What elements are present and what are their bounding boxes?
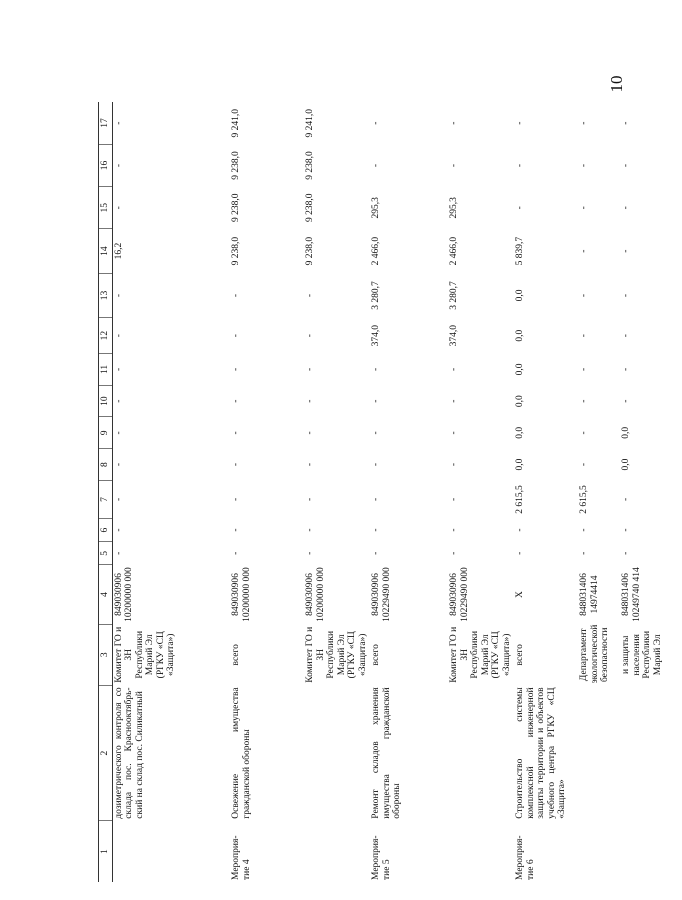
budget-code-cell: 849030906 10229490 000	[449, 567, 470, 622]
value-cell: 0,0	[515, 363, 525, 376]
value-cell: -	[621, 551, 631, 555]
row-label-cell: Мероприя-тие 5	[371, 835, 392, 880]
value-cell: -	[579, 528, 589, 532]
rotated-table-page	[98, 102, 663, 882]
col-num: 15	[99, 187, 113, 229]
value-cell: -	[305, 528, 315, 532]
value-cell: -	[449, 163, 459, 168]
value-cell: -	[305, 293, 315, 298]
value-cell: -	[113, 431, 124, 435]
value-cell: -	[449, 497, 459, 502]
value-cell: -	[231, 293, 241, 298]
col-num: 1	[99, 821, 113, 882]
responsible-cell: Комитет ГО и ЗН Республики Марий Эл (РГКУ «СЦ «Защита»)	[449, 626, 512, 683]
value-cell: -	[621, 121, 631, 125]
value-cell: -	[515, 206, 525, 210]
value-cell: 374,0	[371, 324, 381, 347]
row-label-cell	[578, 821, 620, 882]
responsible-cell: всего	[371, 644, 381, 666]
col-num: 4	[99, 565, 113, 624]
value-cell: -	[449, 121, 459, 125]
value-cell: -	[579, 431, 589, 435]
value-cell: -	[621, 497, 631, 502]
value-cell: -	[449, 431, 459, 435]
value-cell: -	[231, 462, 241, 467]
col-num: 9	[99, 417, 113, 449]
value-cell: 9 238,0	[231, 193, 241, 223]
value-cell: -	[515, 121, 525, 125]
column-number-row	[99, 102, 113, 882]
value-cell: 9 238,0	[231, 236, 241, 266]
row-label-cell: Мероприя-тие 4	[231, 835, 252, 880]
value-cell: -	[305, 399, 315, 403]
value-cell: -	[231, 497, 241, 502]
value-cell: 0,0	[515, 395, 525, 408]
budget-code-cell: 848031406 10249740 414	[621, 567, 642, 622]
col-num: 2	[99, 685, 113, 820]
value-cell: 9 238,0	[305, 236, 315, 266]
value-cell: -	[515, 551, 525, 555]
value-cell: -	[515, 528, 525, 532]
table-row	[620, 102, 682, 882]
value-cell: 0,0	[621, 426, 631, 439]
value-cell: -	[231, 551, 241, 555]
value-cell: -	[371, 367, 381, 372]
value-cell: -	[621, 334, 631, 338]
row-label-cell	[112, 821, 230, 882]
value-cell: -	[579, 206, 589, 210]
value-cell: 0,0	[515, 289, 525, 302]
table-row	[112, 102, 230, 882]
value-cell: -	[371, 551, 381, 555]
table-row	[514, 102, 578, 882]
value-cell: -	[449, 367, 459, 372]
page-number: 10	[607, 75, 626, 93]
value-cell: -	[579, 121, 589, 125]
value-cell: 2 615,5	[579, 485, 589, 514]
value-cell: -	[621, 293, 631, 298]
measure-name-cell: Ремонт складов хранения имущества гражданской обороны	[371, 687, 402, 819]
budget-code-cell: 848031406 14974414	[579, 573, 600, 616]
value-cell: -	[371, 462, 381, 467]
value-cell: -	[305, 462, 315, 467]
col-num: 3	[99, 624, 113, 685]
value-cell: -	[621, 399, 631, 403]
value-cell: -	[113, 121, 124, 125]
value-cell: 3 280,7	[371, 281, 381, 310]
responsible-cell: Комитет ГО и ЗН Республики Марий Эл (РГКУ «СЦ «Защита»)	[113, 626, 176, 683]
col-num: 8	[99, 449, 113, 481]
table-row	[448, 102, 514, 882]
value-cell: -	[621, 249, 631, 253]
col-num: 14	[99, 229, 113, 273]
budget-code-cell: 849030906 10200000 000	[113, 567, 134, 622]
measure-name-cell	[448, 685, 514, 820]
table-row	[230, 102, 304, 882]
col-num: 7	[99, 480, 113, 518]
value-cell: -	[579, 163, 589, 168]
value-cell: -	[231, 528, 241, 532]
value-cell: 2 466,0	[449, 236, 459, 266]
value-cell: -	[621, 206, 631, 210]
col-num: 16	[99, 144, 113, 186]
value-cell: -	[449, 551, 459, 555]
table-row	[304, 102, 370, 882]
value-cell: 0,0	[621, 458, 631, 471]
value-cell: 0,0	[515, 329, 525, 342]
row-label-cell	[620, 821, 682, 882]
value-cell: -	[305, 334, 315, 338]
value-cell: -	[449, 462, 459, 467]
value-cell: 9 241,0	[231, 108, 241, 138]
responsible-cell: Департамент экологической безопасности	[579, 624, 610, 684]
value-cell: -	[621, 528, 631, 532]
value-cell: -	[579, 551, 589, 555]
row-label-cell	[304, 821, 370, 882]
value-cell: -	[113, 163, 124, 168]
table-body	[112, 102, 682, 882]
value-cell: 3 280,7	[449, 281, 459, 310]
value-cell: -	[305, 367, 315, 372]
col-num: 6	[99, 518, 113, 541]
value-cell: 295,3	[371, 197, 381, 219]
value-cell: 0,0	[515, 458, 525, 471]
value-cell: -	[579, 334, 589, 338]
value-cell: 16,2	[113, 242, 124, 260]
value-cell: 2 466,0	[371, 236, 381, 266]
value-cell: -	[113, 462, 124, 467]
value-cell: 0,0	[515, 426, 525, 439]
row-label-cell: Мероприя-тие 6	[515, 835, 536, 880]
value-cell: 9 241,0	[305, 108, 315, 138]
col-num: 13	[99, 273, 113, 317]
value-cell: -	[113, 206, 124, 210]
value-cell: -	[579, 462, 589, 467]
value-cell: -	[371, 163, 381, 168]
value-cell: 9 238,0	[305, 151, 315, 180]
value-cell: 9 238,0	[305, 193, 315, 223]
value-cell: 5 839,7	[515, 236, 525, 266]
value-cell: -	[449, 399, 459, 403]
col-num: 12	[99, 318, 113, 354]
value-cell: -	[579, 367, 589, 372]
value-cell: -	[113, 528, 124, 532]
budget-code-cell: 849030906 10229490 000	[371, 567, 392, 622]
value-cell: -	[449, 528, 459, 532]
value-cell: -	[113, 551, 124, 555]
value-cell: -	[371, 528, 381, 532]
value-cell: -	[579, 399, 589, 403]
measure-name-cell: дозиметрического контроля со склада пос. Краснооктябрь-ский на склад пос. Силикатный	[113, 687, 145, 819]
value-cell: -	[113, 334, 124, 338]
measure-name-cell: Строительство системы комплексной инженерной защиты территории и объектов учебного центра РГКУ «СЦ «Защита»	[515, 687, 567, 819]
responsible-cell: Комитет ГО и ЗН Республики Марий Эл (РГКУ «СЦ «Защита»)	[305, 626, 368, 683]
table-row	[578, 102, 620, 882]
row-label-cell	[448, 821, 514, 882]
value-cell: 374,0	[449, 324, 459, 347]
value-cell: -	[231, 367, 241, 372]
value-cell: -	[113, 293, 124, 298]
responsible-cell: всего	[515, 644, 525, 666]
value-cell: -	[621, 367, 631, 372]
value-cell: -	[371, 497, 381, 502]
value-cell: -	[231, 334, 241, 338]
measure-name-cell	[304, 685, 370, 820]
budget-code-cell: X	[515, 591, 525, 598]
measure-name-cell	[578, 685, 620, 820]
value-cell: -	[305, 431, 315, 435]
value-cell: -	[579, 249, 589, 253]
value-cell: 9 238,0	[231, 151, 241, 180]
col-num: 11	[99, 354, 113, 386]
responsible-cell: и защиты населения Республики Марий Эл	[621, 630, 663, 679]
value-cell: -	[305, 551, 315, 555]
value-cell: -	[371, 431, 381, 435]
value-cell: -	[515, 163, 525, 168]
col-num: 17	[99, 102, 113, 144]
budget-code-cell: 849030906 10200000 000	[305, 567, 326, 622]
measure-name-cell: Освежение имущества гражданской обороны	[231, 687, 252, 819]
measure-name-cell	[620, 685, 682, 820]
budget-code-cell: 849030906 10200000 000	[231, 567, 252, 622]
value-cell: -	[371, 399, 381, 403]
responsible-cell: всего	[231, 644, 241, 666]
value-cell: -	[231, 399, 241, 403]
value-cell: -	[113, 497, 124, 502]
value-cell: 295,3	[449, 197, 459, 219]
col-num: 10	[99, 385, 113, 417]
value-cell: -	[231, 431, 241, 435]
col-num: 5	[99, 542, 113, 565]
value-cell: -	[579, 293, 589, 298]
value-cell: -	[113, 367, 124, 372]
value-cell: 2 615,5	[515, 485, 525, 514]
value-cell: -	[371, 121, 381, 125]
budget-table	[98, 102, 682, 882]
value-cell: -	[113, 399, 124, 403]
table-row	[370, 102, 448, 882]
value-cell: -	[305, 497, 315, 502]
value-cell: -	[621, 163, 631, 168]
